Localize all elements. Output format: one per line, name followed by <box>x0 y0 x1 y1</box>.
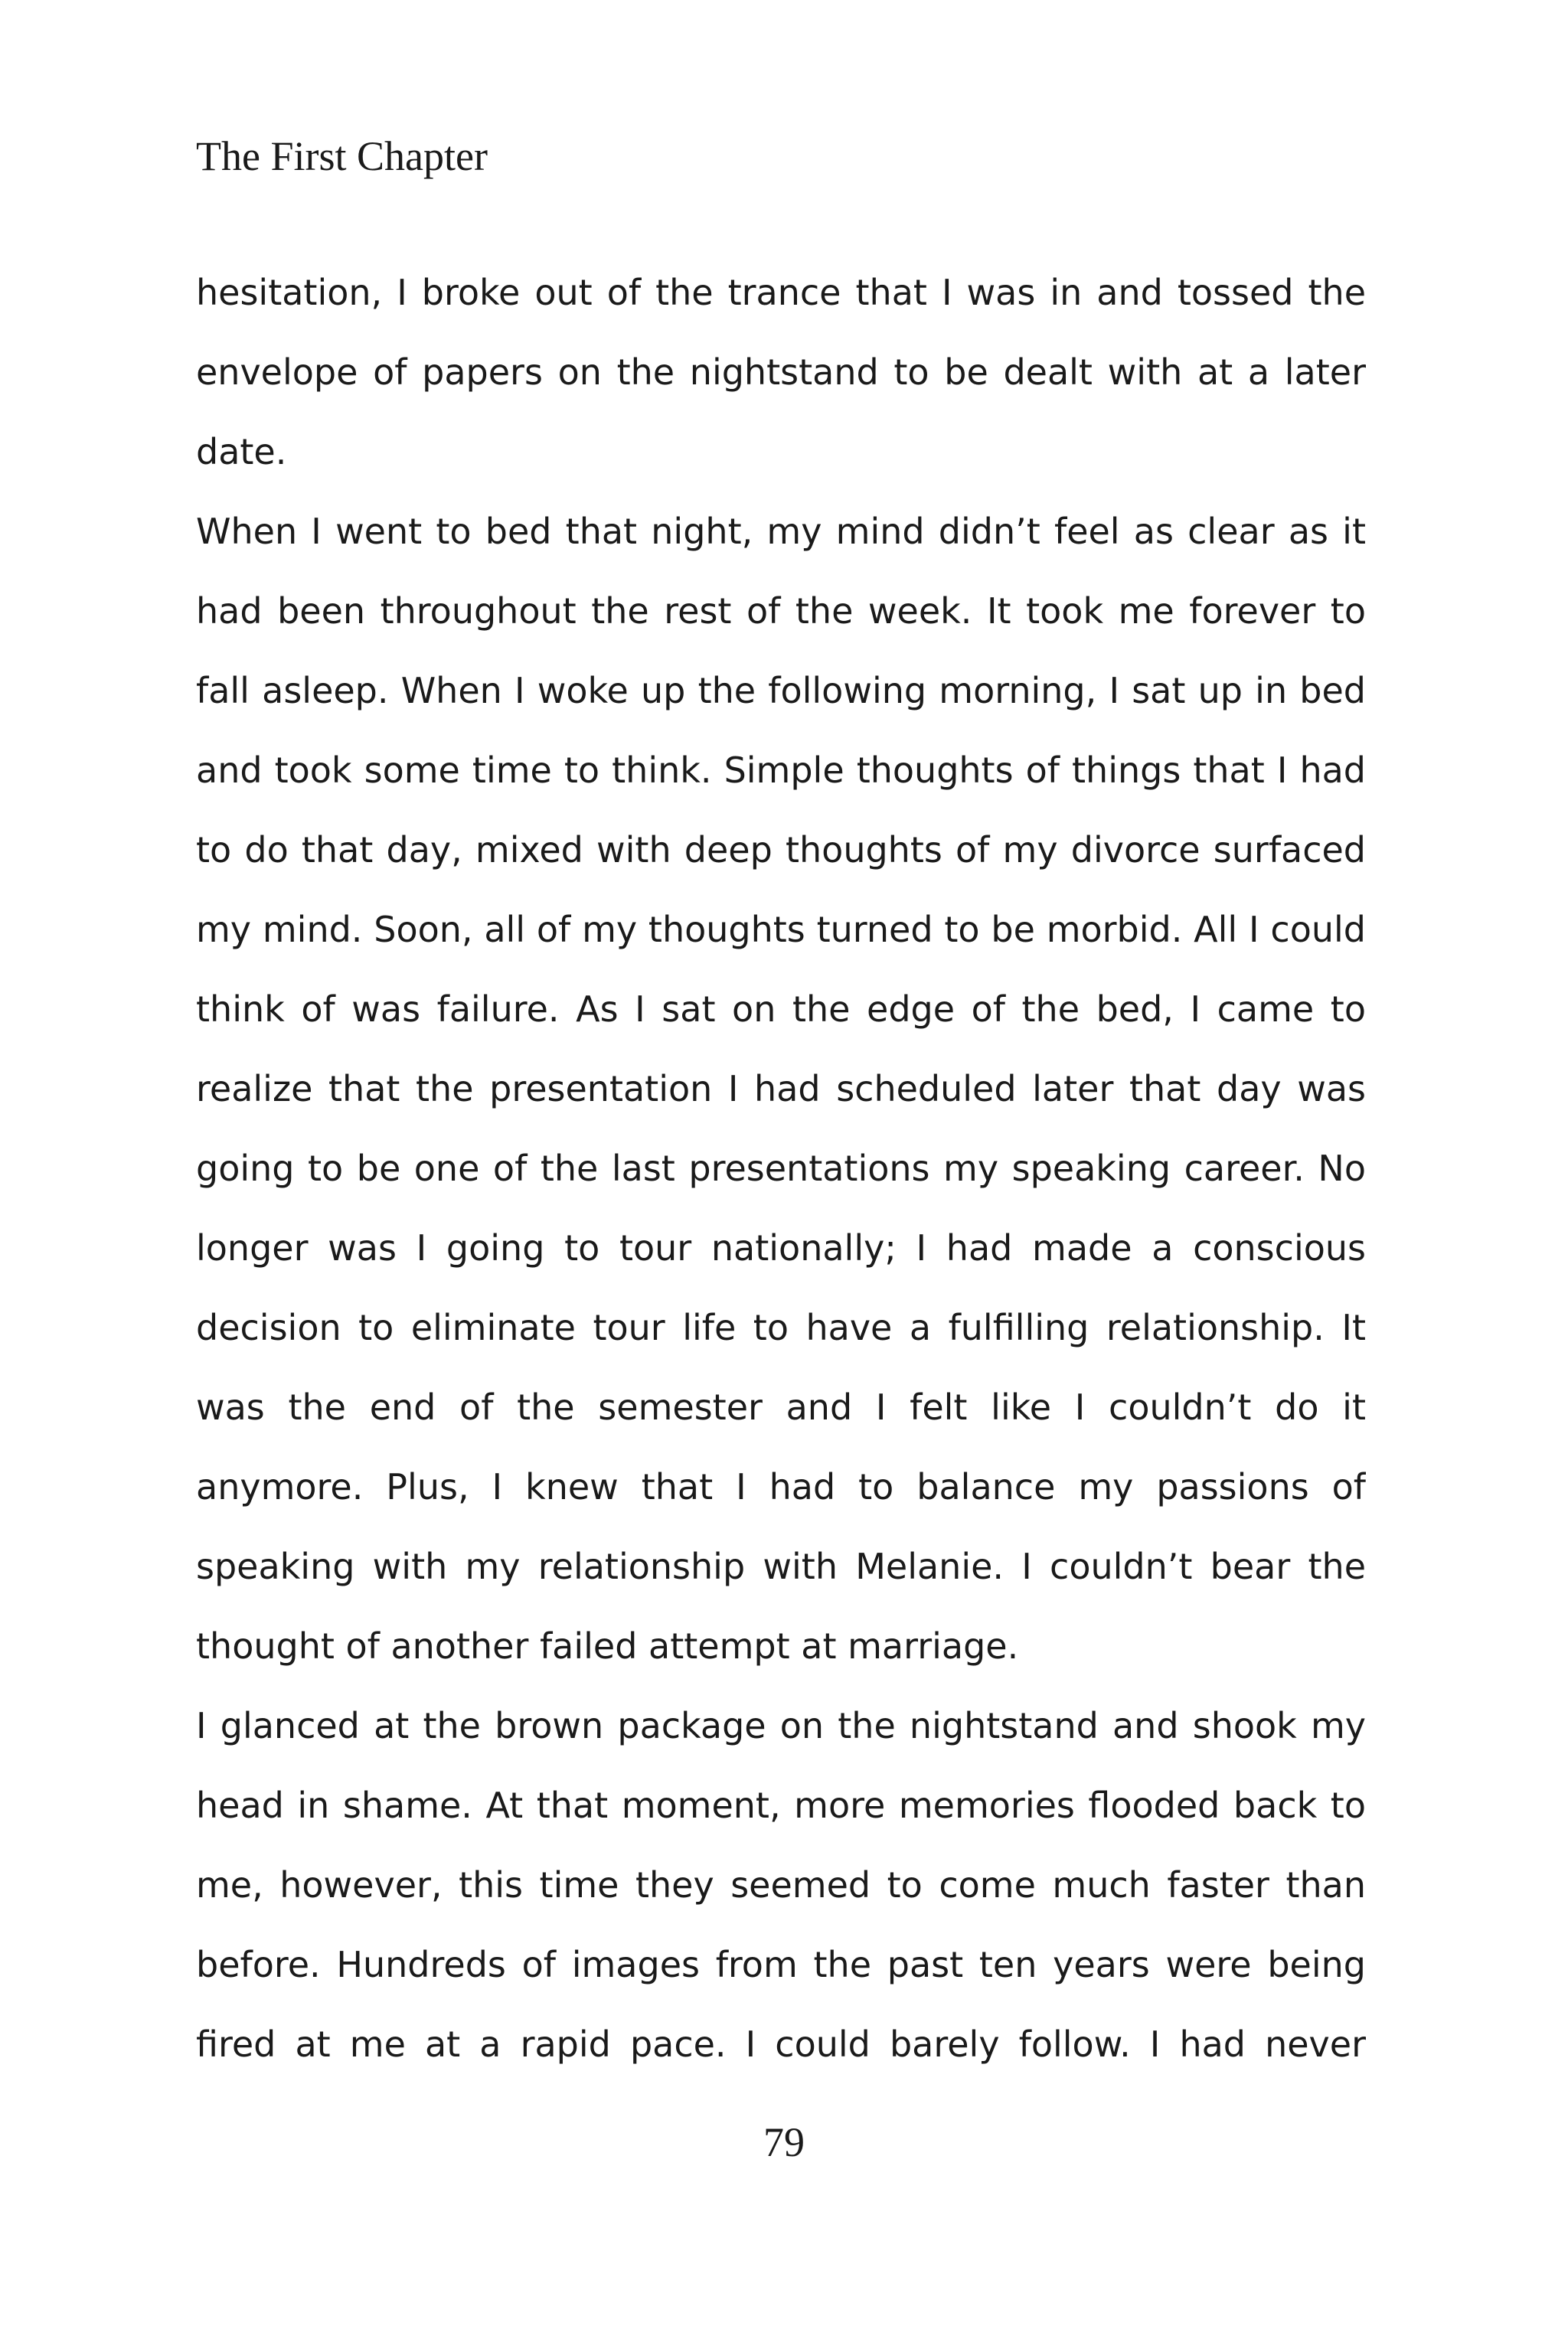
text-line: I glanced at the brown package on the nightstand and shook my <box>196 1705 1366 1746</box>
text-line: hesitation, I broke out of the trance that I was in and tossed the <box>196 272 1366 313</box>
paragraph <box>196 1686 1366 2084</box>
text-line: longer was I going to tour nationally; I had made a conscious <box>196 1227 1366 1269</box>
text-line: anymore. Plus, I knew that I had to balance my passions of <box>196 1466 1366 1508</box>
text-line: before. Hundreds of images from the past ten years were being <box>196 1944 1366 1985</box>
text-line: When I went to bed that night, my mind didn’t feel as clear as it <box>196 511 1366 552</box>
body-text <box>196 253 1366 2084</box>
text-line: me, however, this time they seemed to come much faster than <box>196 1864 1366 1906</box>
running-header: The First Chapter <box>196 133 488 179</box>
text-line: and took some time to think. Simple thoughts of things that I had <box>196 750 1366 791</box>
text-line: head in shame. At that moment, more memories flooded back to <box>196 1785 1366 1826</box>
text-line: going to be one of the last presentations my speaking career. No <box>196 1148 1366 1189</box>
text-line: my mind. Soon, all of my thoughts turned to be morbid. All I could <box>196 909 1366 950</box>
text-line: think of was failure. As I sat on the edge of the bed, I came to <box>196 988 1366 1030</box>
text-line: fired at me at a rapid pace. I could barely follow. I had never <box>196 2024 1366 2065</box>
text-line: date. <box>196 431 287 472</box>
text-line: speaking with my relationship with Melanie. I couldn’t bear the <box>196 1546 1366 1587</box>
text-line: had been throughout the rest of the week. It took me forever to <box>196 590 1366 632</box>
paragraph <box>196 253 1366 492</box>
text-line: realize that the presentation I had scheduled later that day was <box>196 1068 1366 1109</box>
page-number: 79 <box>763 2119 805 2165</box>
text-line: fall asleep. When I woke up the following morning, I sat up in bed <box>196 670 1366 711</box>
text-line: decision to eliminate tour life to have a fulfilling relationship. It <box>196 1307 1366 1348</box>
text-line: thought of another failed attempt at marriage. <box>196 1625 1019 1667</box>
text-line: envelope of papers on the nightstand to be dealt with at a later <box>196 351 1366 393</box>
text-line: was the end of the semester and I felt like I couldn’t do it <box>196 1387 1366 1428</box>
paragraph <box>196 492 1366 1686</box>
text-line: to do that day, mixed with deep thoughts of my divorce surfaced <box>196 829 1366 871</box>
